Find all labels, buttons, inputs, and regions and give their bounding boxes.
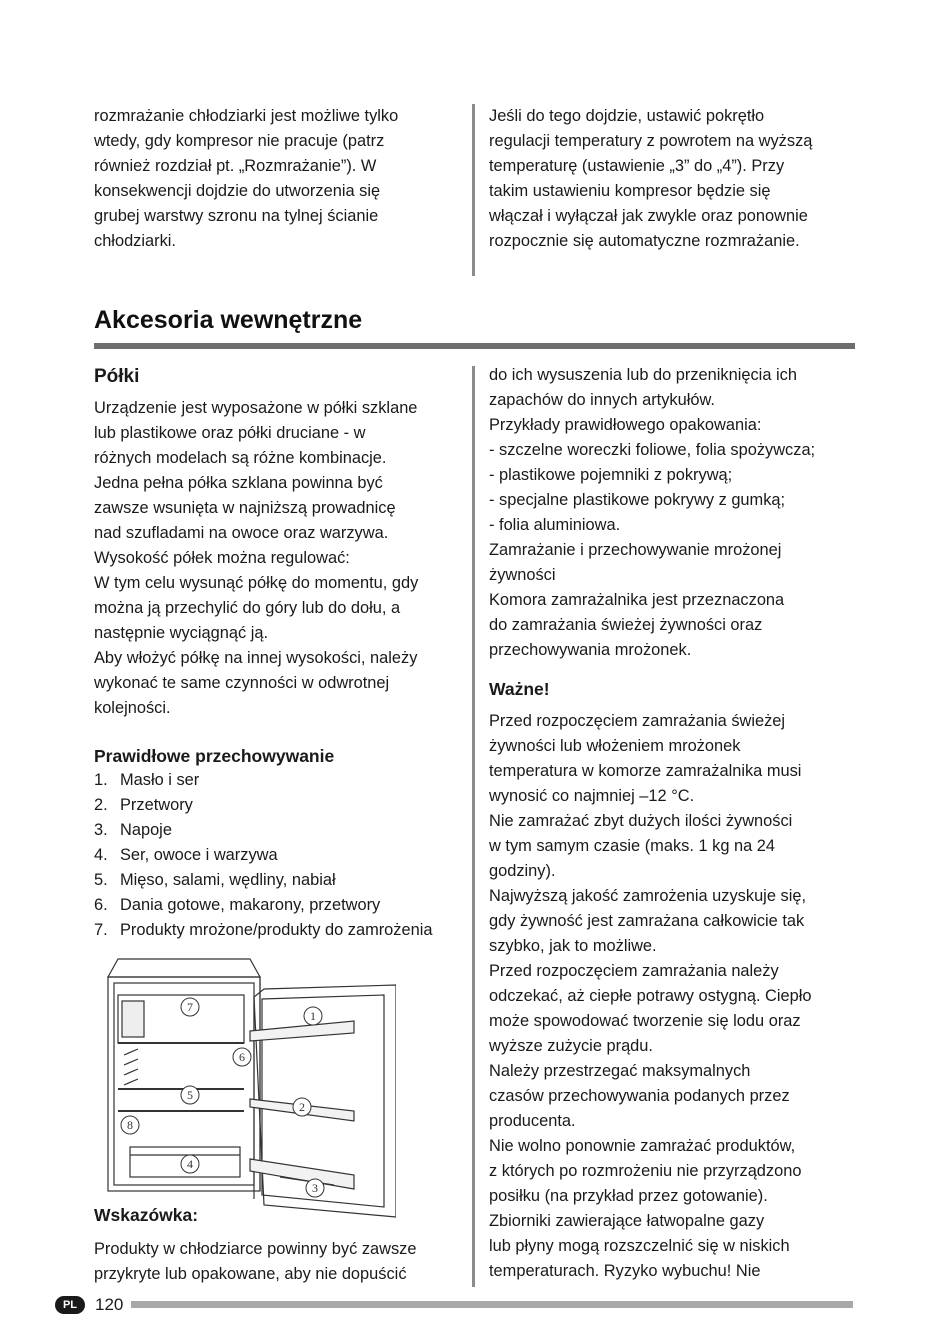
column-divider bbox=[472, 366, 475, 1287]
text-line: regulacji temperatury z powrotem na wyższą bbox=[489, 132, 813, 150]
text-line: W tym celu wysunąć półkę do momentu, gdy bbox=[94, 574, 419, 592]
text-line: Zamrażanie i przechowywanie mrożonej bbox=[489, 541, 782, 559]
text-line: włączał i wyłączał jak zwykle oraz ponownie bbox=[489, 207, 808, 225]
text-line: grubej warstwy szronu na tylnej ścianie bbox=[94, 207, 379, 225]
text-line: - specjalne plastikowe pokrywy z gumką; bbox=[489, 491, 786, 509]
text-line: również rozdział pt. „Rozmrażanie”). W bbox=[94, 157, 377, 175]
text-line: żywności bbox=[489, 566, 556, 584]
list-item: 3. Napoje bbox=[94, 821, 172, 839]
text-line: szybko, jak to możliwe. bbox=[489, 937, 657, 955]
text-line: producenta. bbox=[489, 1112, 576, 1130]
hint-block bbox=[94, 1203, 466, 1287]
text-line: może spowodować tworzenie się lodu oraz bbox=[489, 1012, 801, 1030]
callout-label: 4 bbox=[187, 1157, 193, 1171]
storage-list bbox=[94, 768, 466, 943]
text-line: Najwyższą jakość zamrożenia uzyskuje się, bbox=[489, 887, 807, 905]
right-column bbox=[489, 363, 861, 1284]
text-line: wykonać te same czynności w odwrotnej bbox=[94, 674, 390, 692]
list-item: 1. Masło i ser bbox=[94, 771, 200, 789]
fridge-illustration bbox=[104, 955, 396, 1223]
text-line: Jedna pełna półka szklana powinna być bbox=[94, 474, 383, 492]
list-item: 7. Produkty mrożone/produkty do zamrożenia bbox=[94, 921, 433, 939]
text-line: wtedy, gdy kompresor nie pracuje (patrz bbox=[94, 132, 385, 150]
text-line: lub płyny mogą rozszczelnić się w niskich bbox=[489, 1237, 790, 1255]
callout-label: 6 bbox=[239, 1050, 245, 1064]
packaging-paragraph bbox=[489, 363, 861, 663]
text-line: zawsze wsunięta w najniższą prowadnicę bbox=[94, 499, 396, 517]
text-line: temperatura w komorze zamrażalnika musi bbox=[489, 762, 802, 780]
text-line: do ich wysuszenia lub do przeniknięcia ich bbox=[489, 366, 797, 384]
text-line: Jeśli do tego dojdzie, ustawić pokrętło bbox=[489, 107, 765, 125]
freezing-paragraph bbox=[489, 709, 861, 1284]
text-line: - folia aluminiowa. bbox=[489, 516, 621, 534]
text-line: różnych modelach są różne kombinacje. bbox=[94, 449, 387, 467]
text-line: temperaturach. Ryzyko wybuchu! Nie bbox=[489, 1262, 761, 1280]
callout-label: 5 bbox=[187, 1088, 193, 1102]
footer-rule bbox=[131, 1301, 853, 1308]
text-line: Przed rozpoczęciem zamrażania świeżej bbox=[489, 712, 786, 730]
text-line: - plastikowe pojemniki z pokrywą; bbox=[489, 466, 733, 484]
text-line: godziny). bbox=[489, 862, 556, 880]
list-item: 6. Dania gotowe, makarony, przetwory bbox=[94, 896, 381, 914]
storage-heading: Prawidłowe przechowywanie bbox=[94, 746, 335, 766]
text-line: Należy przestrzegać maksymalnych bbox=[489, 1062, 751, 1080]
list-item: 2. Przetwory bbox=[94, 796, 193, 814]
text-line: Przed rozpoczęciem zamrażania należy bbox=[489, 962, 779, 980]
text-line: kolejności. bbox=[94, 699, 171, 717]
section-title: Akcesoria wewnętrzne bbox=[94, 306, 363, 334]
language-badge: PL bbox=[55, 1296, 85, 1314]
callout-label: 2 bbox=[299, 1100, 305, 1114]
text-line: Produkty w chłodziarce powinny być zawsze bbox=[94, 1240, 417, 1258]
text-line: Nie wolno ponownie zamrażać produktów, bbox=[489, 1137, 796, 1155]
text-line: żywności lub włożeniem mrożonek bbox=[489, 737, 741, 755]
text-line: chłodziarki. bbox=[94, 232, 176, 250]
text-line: rozpocznie się automatyczne rozmrażanie. bbox=[489, 232, 800, 250]
text-line: przechowywania mrożonek. bbox=[489, 641, 692, 659]
left-column bbox=[94, 364, 466, 943]
text-line: następnie wyciągnąć ją. bbox=[94, 624, 269, 642]
list-item: 4. Ser, owoce i warzywa bbox=[94, 846, 278, 864]
shelves-heading: Półki bbox=[94, 366, 140, 387]
text-line: Aby włożyć półkę na innej wysokości, należy bbox=[94, 649, 418, 667]
column-divider-top bbox=[472, 104, 475, 276]
text-line: wynosić co najmniej –12 °C. bbox=[489, 787, 695, 805]
text-line: Urządzenie jest wyposażone w półki szklane bbox=[94, 399, 418, 417]
text-line: z których po rozmrożeniu nie przyrządzono bbox=[489, 1162, 802, 1180]
text-line: Nie zamrażać zbyt dużych ilości żywności bbox=[489, 812, 793, 830]
text-line: takim ustawieniu kompresor będzie się bbox=[489, 182, 771, 200]
text-line: temperaturę (ustawienie „3” do „4”). Przy bbox=[489, 157, 785, 175]
text-line: nad szufladami na owoce oraz warzywa. bbox=[94, 524, 389, 542]
callout-label: 3 bbox=[312, 1181, 318, 1195]
text-line: do zamrażania świeżej żywności oraz bbox=[489, 616, 763, 634]
text-line: - szczelne woreczki foliowe, folia spożywcza; bbox=[489, 441, 816, 459]
text-line: Komora zamrażalnika jest przeznaczona bbox=[489, 591, 785, 609]
text-line: rozmrażanie chłodziarki jest możliwe tylko bbox=[94, 107, 399, 125]
section-rule bbox=[94, 343, 855, 349]
important-heading: Ważne! bbox=[489, 679, 550, 699]
text-line: odczekać, aż ciepłe potrawy ostygną. Ciepło bbox=[489, 987, 812, 1005]
top-left-paragraph bbox=[94, 104, 464, 254]
text-line: wyższe zużycie prądu. bbox=[489, 1037, 653, 1055]
page-number: 120 bbox=[95, 1295, 124, 1314]
text-line: w tym samym czasie (maks. 1 kg na 24 bbox=[489, 837, 776, 855]
text-line: Przykłady prawidłowego opakowania: bbox=[489, 416, 762, 434]
callout-label: 1 bbox=[310, 1009, 316, 1023]
text-line: Zbiorniki zawierające łatwopalne gazy bbox=[489, 1212, 765, 1230]
text-line: Wysokość półek można regulować: bbox=[94, 549, 350, 567]
text-line: gdy żywność jest zamrażana całkowicie tak bbox=[489, 912, 805, 930]
text-line: czasów przechowywania podanych przez bbox=[489, 1087, 790, 1105]
text-line: zapachów do innych artykułów. bbox=[489, 391, 715, 409]
callout-label: 8 bbox=[127, 1118, 133, 1132]
text-line: posiłku (na przykład przez gotowanie). bbox=[489, 1187, 768, 1205]
text-line: przykryte lub opakowane, aby nie dopuścić bbox=[94, 1265, 407, 1283]
top-right-paragraph bbox=[489, 104, 859, 254]
shelves-paragraph bbox=[94, 396, 466, 721]
hint-heading: Wskazówka: bbox=[94, 1205, 199, 1225]
text-line: lub plastikowe oraz półki druciane - w bbox=[94, 424, 366, 442]
list-item: 5. Mięso, salami, wędliny, nabiał bbox=[94, 871, 336, 889]
text-line: można ją przechylić do góry lub do dołu, a bbox=[94, 599, 401, 617]
callout-label: 7 bbox=[187, 1000, 193, 1014]
text-line: konsekwencji dojdzie do utworzenia się bbox=[94, 182, 381, 200]
